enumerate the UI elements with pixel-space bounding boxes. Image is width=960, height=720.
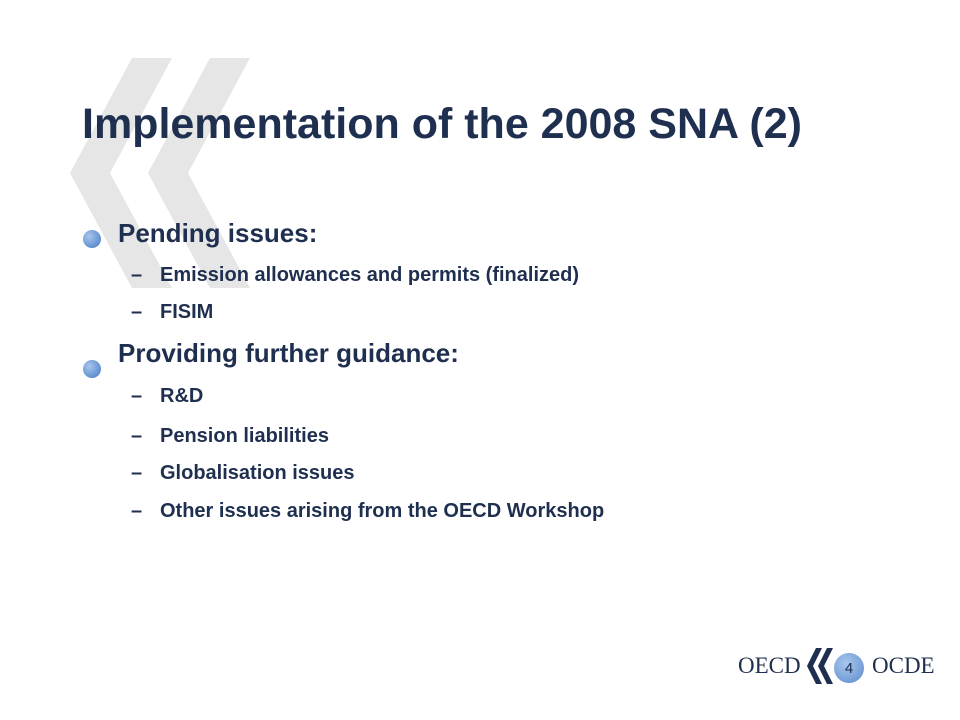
- bullet-heading: Pending issues:: [118, 218, 318, 248]
- sub-item-text: Pension liabilities: [160, 425, 329, 447]
- bullet-dot-icon: [83, 360, 101, 378]
- slide-title: Implementation of the 2008 SNA (2): [82, 100, 802, 148]
- sub-item-text: FISIM: [160, 301, 214, 323]
- dash-marker: –: [131, 500, 143, 522]
- logo-text-ocde: OCDE: [872, 653, 935, 678]
- dash-marker: –: [131, 425, 143, 447]
- dash-marker: –: [131, 301, 143, 323]
- sub-item: [131, 425, 329, 448]
- oecd-footer-logo: [738, 648, 938, 688]
- logo-text-oecd: OECD: [738, 653, 801, 678]
- bullet-heading: Providing further guidance:: [118, 338, 459, 368]
- sub-item-text: R&D: [160, 385, 204, 407]
- sub-item-text: Globalisation issues: [160, 462, 355, 484]
- guillemet-watermark-icon: [60, 58, 260, 288]
- sub-item: [131, 264, 579, 287]
- sub-item: [131, 385, 203, 408]
- sub-item: [131, 301, 213, 324]
- dash-marker: –: [131, 264, 143, 286]
- bullet-dot-icon: [83, 230, 101, 248]
- dash-marker: –: [131, 462, 143, 484]
- dash-marker: –: [131, 385, 143, 407]
- sub-item-text: Other issues arising from the OECD Workshop: [160, 500, 605, 522]
- sub-item-text: Emission allowances and permits (finalized): [160, 264, 579, 286]
- sub-item: [131, 500, 604, 523]
- sub-item: [131, 462, 355, 485]
- oecd-guillemet-logo-icon: [806, 648, 836, 684]
- page-number-badge: 4: [834, 653, 864, 683]
